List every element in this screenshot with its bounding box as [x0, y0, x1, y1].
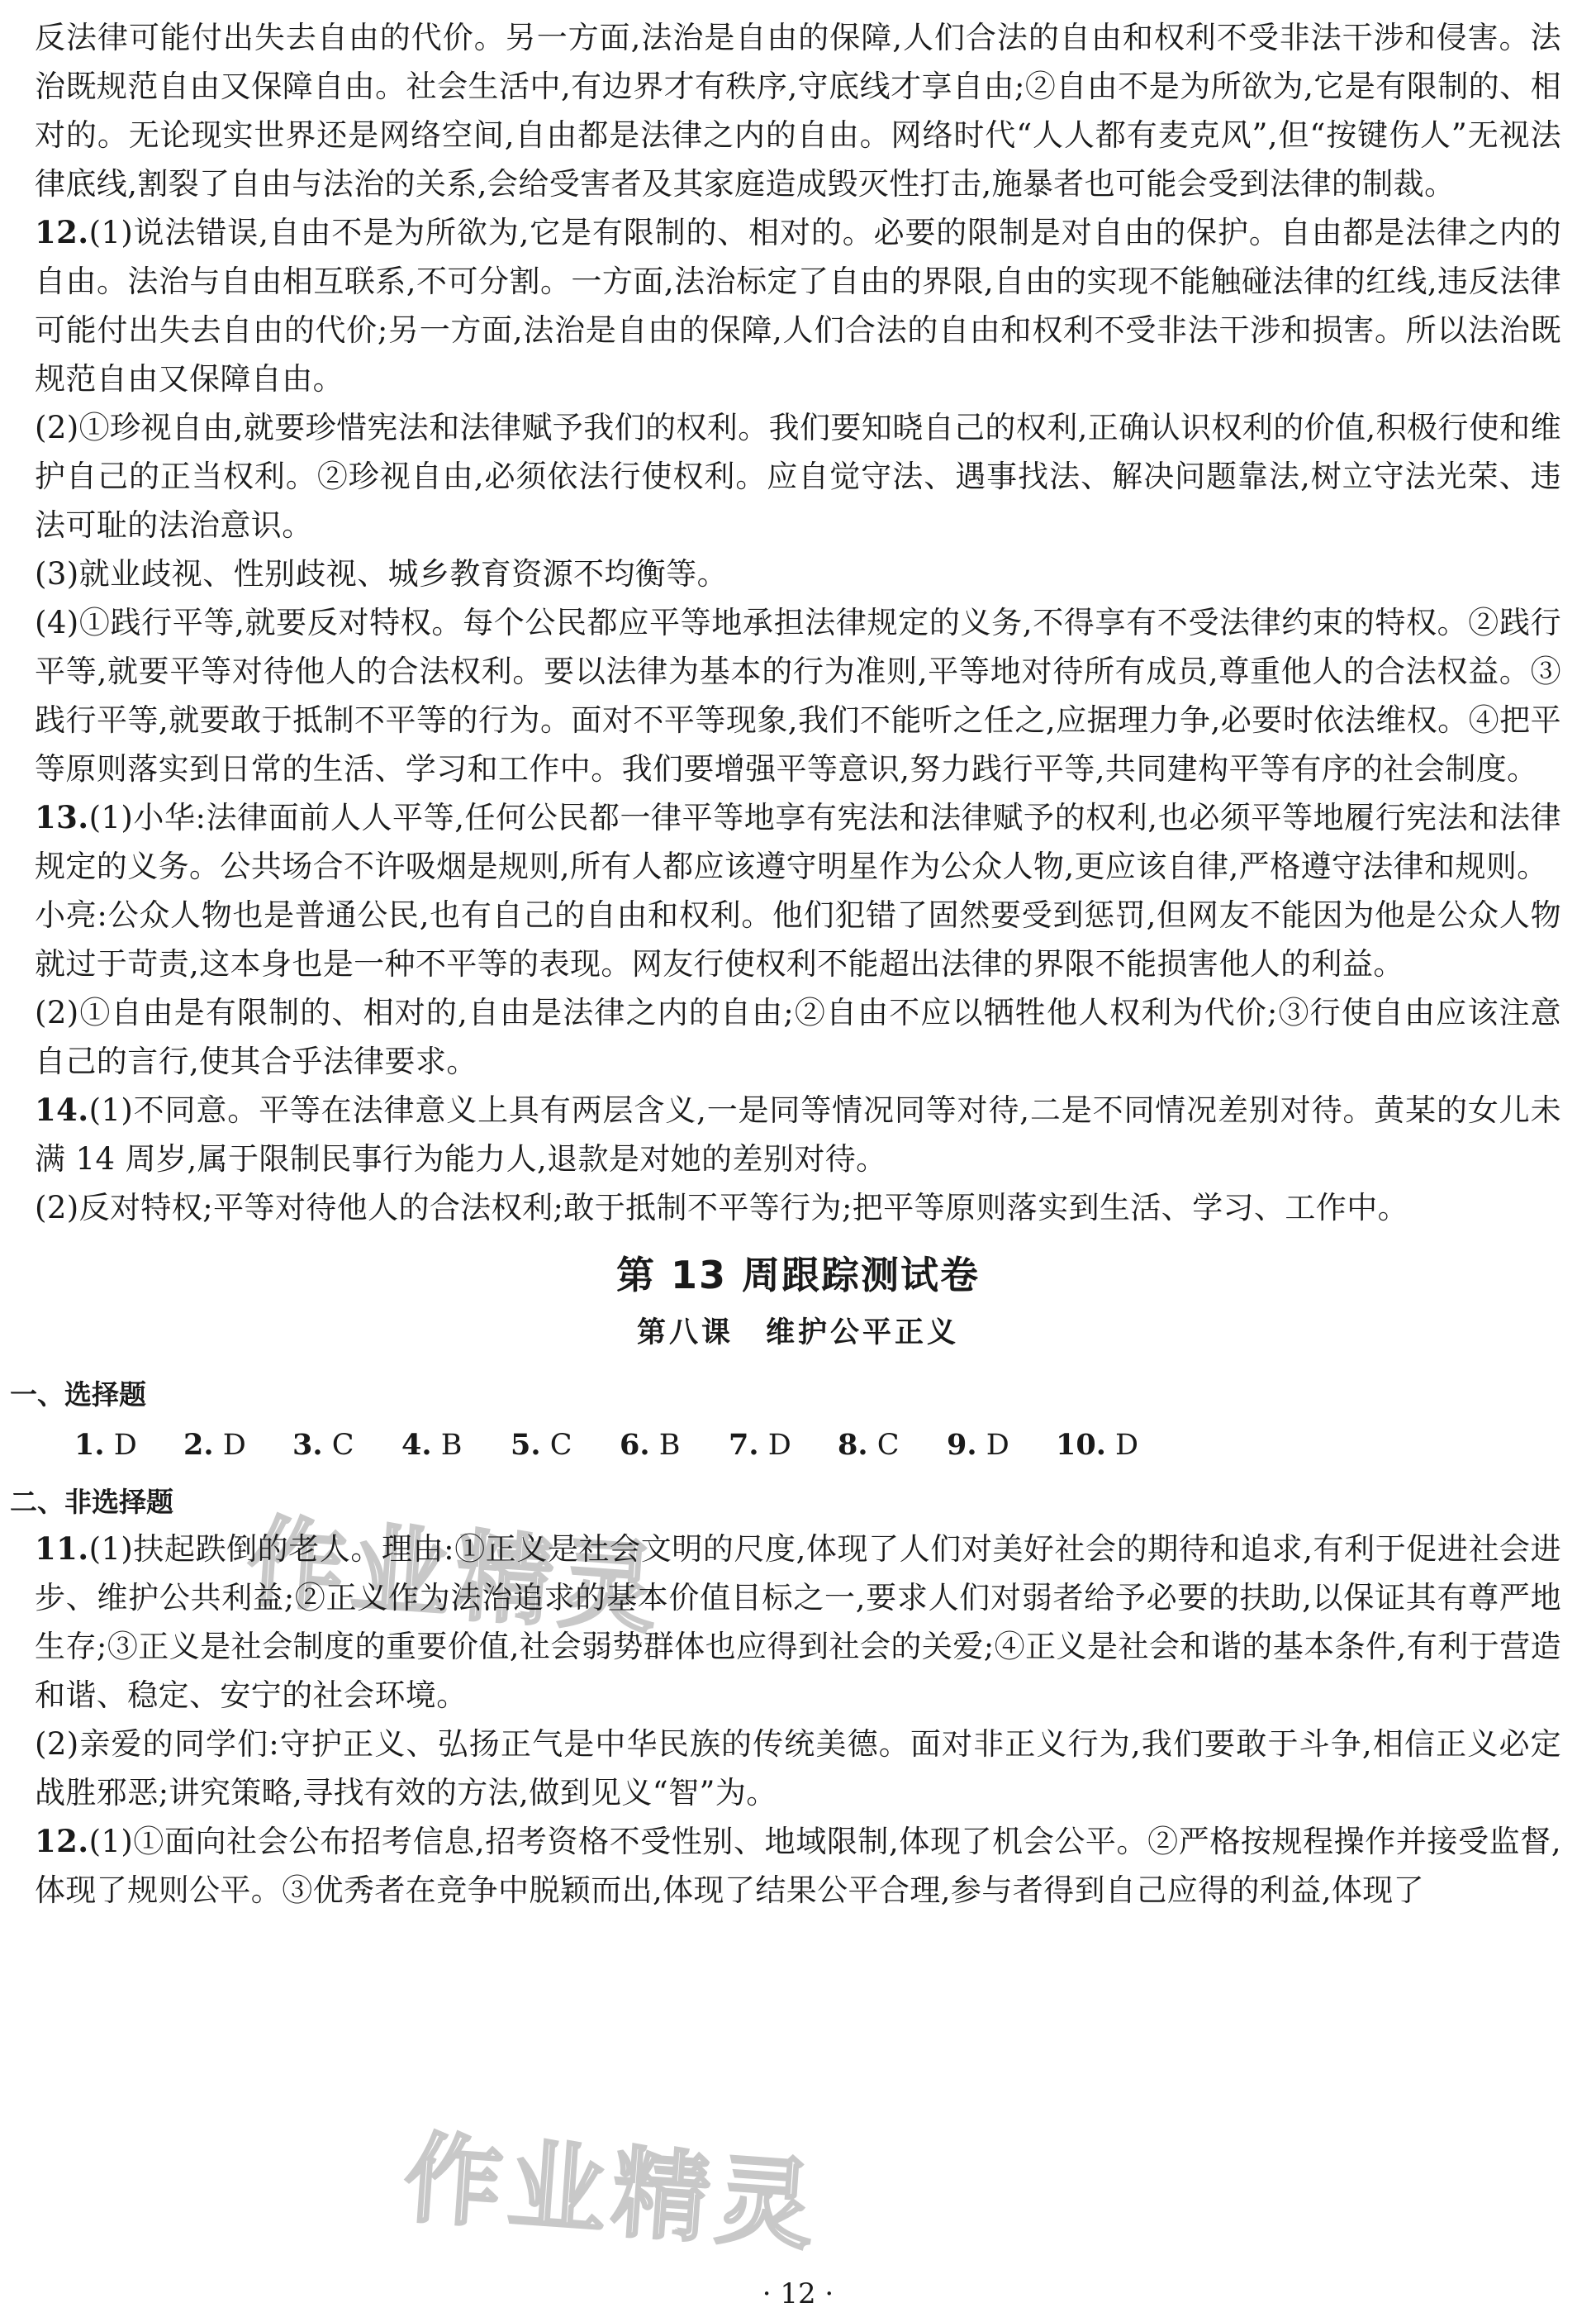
choice-value: B: [658, 1429, 681, 1462]
answer-paragraph: [35, 988, 1561, 1086]
choice-number: 1.: [74, 1428, 105, 1462]
answer-text: (1)说法错误,自由不是为所欲为,它是有限制的、相对的。必要的限制是对自由的保护。自由都是法律之内的自由。法治与自由相互联系,不可分割。一方面,法治标定了自由的界限,自由的实现不能触碰法律的红线,违反法律可能付出失去自由的代价;另一方面,法治是自由的保障,人们合法的自由和权利不受非法干涉和损害。所以法治既规范自由又保障自由。: [35, 215, 1561, 397]
choice-number: 9.: [947, 1428, 977, 1462]
question-number: 12.: [35, 214, 89, 250]
choice-value: D: [1115, 1429, 1139, 1462]
choice-number: 4.: [401, 1428, 432, 1462]
test-title-block: [35, 1237, 1561, 1361]
choice-number: 10.: [1056, 1428, 1106, 1462]
question-number: 14.: [35, 1092, 89, 1128]
answer-paragraph: [35, 598, 1561, 793]
choice-value: B: [440, 1429, 463, 1462]
answer-text: (2)亲爱的同学们:守护正义、弘扬正气是中华民族的传统美德。面对非正义行为,我们要敢于斗争,相信正义必定战胜邪恶;讲究策略,寻找有效的方法,做到见义“智”为。: [35, 1726, 1561, 1810]
question-number: 12.: [35, 1823, 89, 1859]
choice-answer: [401, 1422, 511, 1468]
answer-paragraph: [35, 1817, 1561, 1915]
page-number: · 12 ·: [762, 2277, 834, 2310]
choice-answer: [620, 1422, 729, 1468]
watermark-top: 作业精灵: [244, 1504, 667, 1648]
choice-number: 8.: [838, 1428, 868, 1462]
answer-text: (2)①自由是有限制的、相对的,自由是法律之内的自由;②自由不应以牺牲他人权利为代价;③行使自由应该注意自己的言行,使其合乎法律要求。: [35, 995, 1561, 1079]
test-title: 第 13 周跟踪测试卷: [615, 1253, 981, 1297]
answer-text: (1)不同意。平等在法律意义上具有两层含义,一是同等情况同等对待,二是不同情况差别对待。黄某的女儿未满 14 周岁,属于限制民事行为能力人,退款是对她的差别对待。: [35, 1092, 1561, 1177]
question-number: 11.: [35, 1530, 89, 1567]
answer-text: 小亮:公众人物也是普通公民,也有自己的自由和权利。他们犯错了固然要受到惩罚,但网友不能因为他是公众人物就过于苛责,这本身也是一种不平等的表现。网友行使权利不能超出法律的界限不能损害他人的利益。: [35, 897, 1561, 982]
choice-answer: [838, 1422, 947, 1468]
choice-number: 2.: [183, 1428, 214, 1462]
choice-number: 3.: [292, 1428, 323, 1462]
answer-text: (1)扶起跌倒的老人。理由:①正义是社会文明的尺度,体现了人们对美好社会的期待和追求,有利于促进社会进步、维护公共利益;②正义作为法治追求的基本价值目标之一,要求人们对弱者给予必要的扶助,以保证其有尊严地生存;③正义是社会制度的重要价值,社会弱势群体也应得到社会的关爱;④正义是社会和谐的基本条件,有利于营造和谐、稳定、安宁的社会环境。: [35, 1531, 1561, 1713]
choice-value: C: [549, 1429, 572, 1462]
answer-paragraph: [35, 403, 1561, 550]
choice-value: C: [876, 1429, 900, 1462]
answer-text: (2)①珍视自由,就要珍惜宪法和法律赋予我们的权利。我们要知晓自己的权利,正确认识权利的价值,积极行使和维护自己的正当权利。②珍视自由,必须依法行使权利。应自觉守法、遇事找法、解决问题靠法,树立守法光荣、违法可耻的法治意识。: [35, 410, 1561, 543]
choice-answer: [292, 1422, 401, 1468]
answer-section-non-choice: [35, 1525, 1561, 1915]
answer-section-previous: [35, 13, 1561, 1232]
answer-text: 反法律可能付出失去自由的代价。另一方面,法治是自由的保障,人们合法的自由和权利不受非法干涉和侵害。法治既规范自由又保障自由。社会生活中,有边界才有秩序,守底线才享自由;②自由不是为所欲为,它是有限制的、相对的。无论现实世界还是网络空间,自由都是法律之内的自由。网络时代“人人都有麦克风”,但“按键伤人”无视法律底线,割裂了自由与法治的关系,会给受害者及其家庭造成毁灭性打击,施暴者也可能会受到法律的制裁。: [35, 20, 1561, 202]
watermark-bottom: 作业精灵: [401, 2120, 824, 2264]
page-content: [10, 13, 1561, 1915]
section-heading-choice: 一、选择题: [10, 1378, 146, 1411]
answer-paragraph: [35, 1720, 1561, 1817]
lesson-title: 第八课 维护公平正义: [636, 1316, 959, 1349]
answer-paragraph: [35, 793, 1561, 891]
answer-text: (4)①践行平等,就要反对特权。每个公民都应平等地承担法律规定的义务,不得享有不受法律约束的特权。②践行平等,就要平等对待他人的合法权利。要以法律为基本的行为准则,平等地对待所有成员,尊重他人的合法权益。③践行平等,就要敢于抵制不平等的行为。面对不平等现象,我们不能听之任之,应据理力争,必要时依法维权。④把平等原则落实到日常的生活、学习和工作中。我们要增强平等意识,努力践行平等,共同建构平等有序的社会制度。: [35, 605, 1561, 787]
choice-answer: [74, 1422, 183, 1468]
choice-value: D: [222, 1429, 246, 1462]
choice-value: C: [331, 1429, 354, 1462]
answer-paragraph: [35, 13, 1561, 208]
answer-text: (1)小华:法律面前人人平等,任何公民都一律平等地享有宪法和法律赋予的权利,也必须平等地履行宪法和法律规定的义务。公共场合不许吸烟是规则,所有人都应该遵守明星作为公众人物,更应该自律,严格遵守法律和规则。: [35, 800, 1561, 884]
answer-text: (1)①面向社会公布招考信息,招考资格不受性别、地域限制,体现了机会公平。②严格按规程操作并接受监督,体现了规则公平。③优秀者在竞争中脱颖而出,体现了结果公平合理,参与者得到自己应得的利益,体现了: [35, 1824, 1561, 1908]
choice-number: 6.: [620, 1428, 650, 1462]
answer-paragraph: [35, 1086, 1561, 1183]
answer-paragraph: [35, 1183, 1561, 1232]
choice-answers-row: [74, 1422, 1561, 1468]
answer-paragraph: [35, 891, 1561, 988]
question-number: 13.: [35, 799, 89, 835]
choice-answer: [183, 1422, 292, 1468]
section-heading-non-choice: 二、非选择题: [10, 1486, 173, 1518]
choice-value: D: [986, 1429, 1009, 1462]
choice-answer: [947, 1422, 1056, 1468]
choice-value: D: [767, 1429, 791, 1462]
choice-number: 7.: [729, 1428, 759, 1462]
choice-answer: [1056, 1422, 1165, 1468]
choice-answer: [729, 1422, 838, 1468]
choice-number: 5.: [511, 1428, 541, 1462]
answer-paragraph: [35, 550, 1561, 598]
answer-paragraph: [35, 1525, 1561, 1720]
choice-answer: [511, 1422, 620, 1468]
choice-value: D: [113, 1429, 137, 1462]
answer-text: (3)就业歧视、性别歧视、城乡教育资源不均衡等。: [35, 556, 729, 592]
answer-text: (2)反对特权;平等对待他人的合法权利;敢于抵制不平等行为;把平等原则落实到生活、学习、工作中。: [35, 1190, 1409, 1225]
answer-paragraph: [35, 208, 1561, 403]
